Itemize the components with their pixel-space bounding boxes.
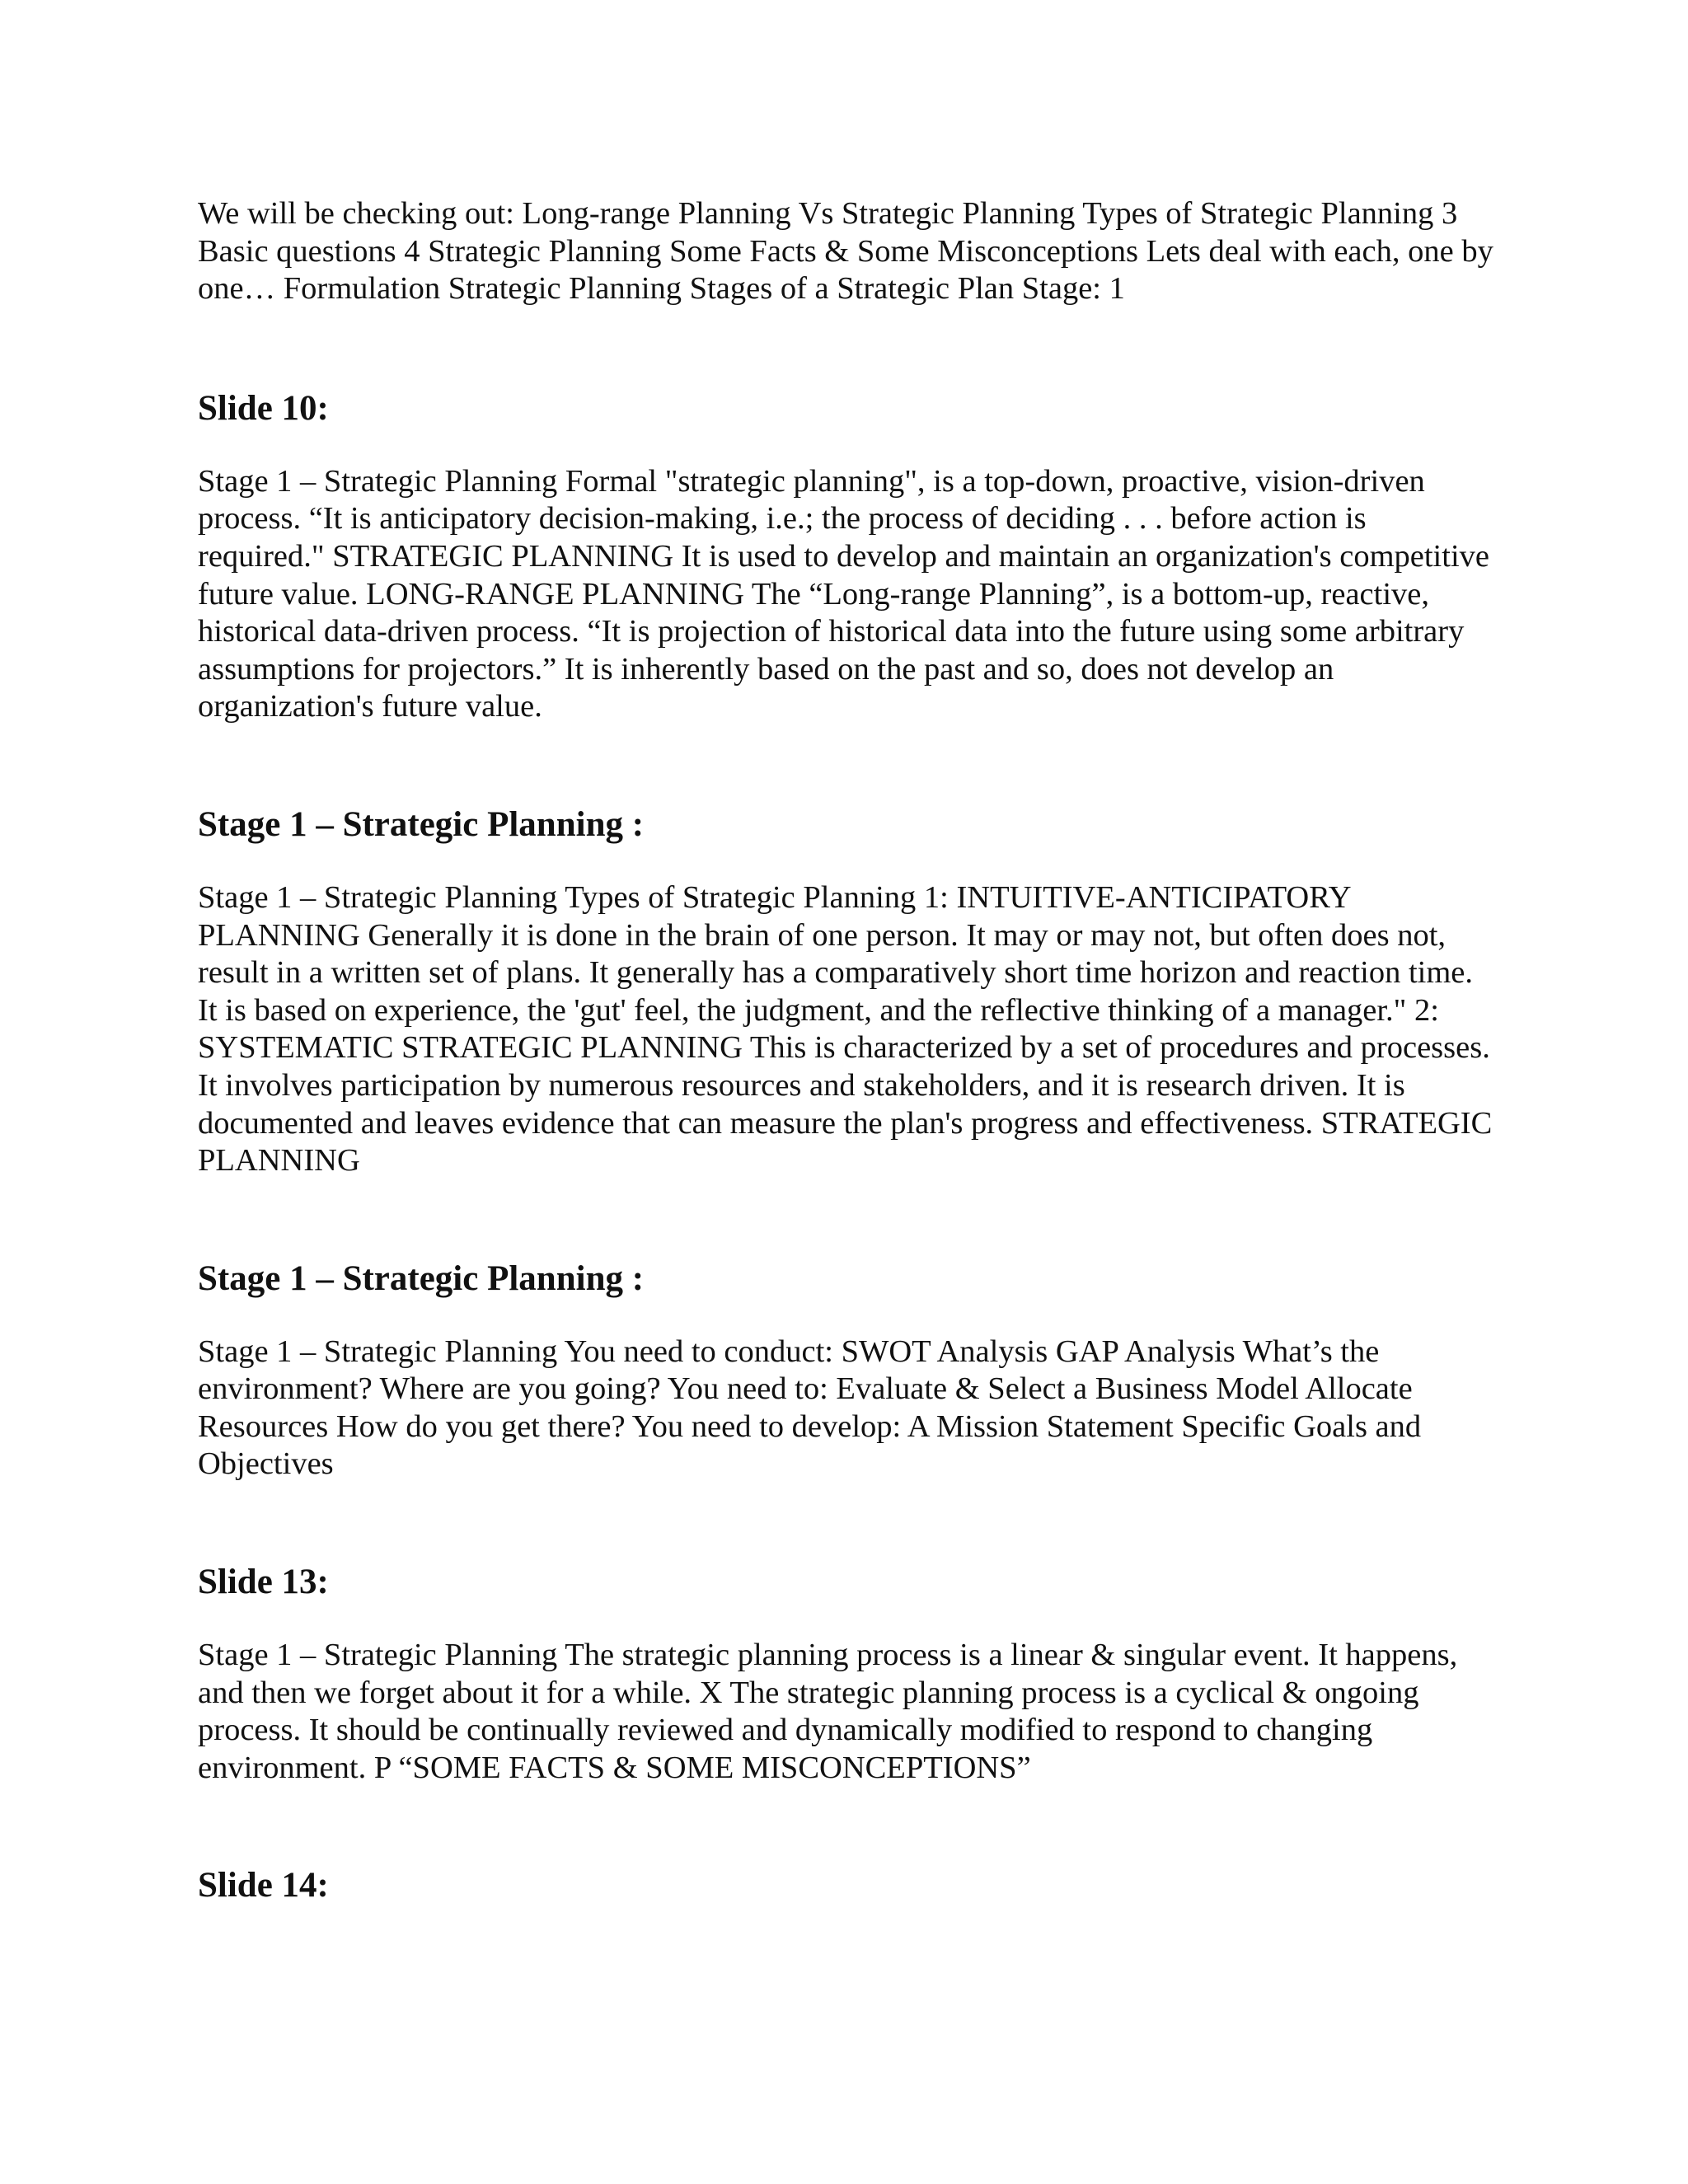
section-heading-stage-1-types: Stage 1 – Strategic Planning : [198,804,645,844]
section-heading-slide-14: Slide 14: [198,1866,329,1905]
document-content [198,195,1500,1907]
section-heading-slide-13: Slide 13: [198,1563,329,1602]
section-heading-stage-1-swot: Stage 1 – Strategic Planning : [198,1258,645,1298]
section-body-stage-1-swot: Stage 1 – Strategic Planning You need to conduct: SWOT Analysis GAP Analysis What’s the environment? Where are you going? You need to: Evaluate & Select a Business Model Allocate Resources How do you get there? You need to develop: A Mission Statement Specific Goals and Objectives [198,1333,1422,1482]
section-body-slide-13: Stage 1 – Strategic Planning The strategic planning process is a linear & singular event. It happens, and then we forget about it for a while. X The strategic planning process is a cyclical & ongoing process. It should be continually reviewed and dynamically modified to respond to changing environment. P “SOME FACTS & SOME MISCONCEPTIONS” [198,1638,1458,1785]
section-body-stage-1-types: Stage 1 – Strategic Planning Types of Strategic Planning 1: INTUITIVE-ANTICIPATORY PLANNING Generally it is done in the brain of one person. It may or may not, but often does not, result in a written set of plans. It generally has a comparatively short time horizon and reaction time. It is based on experience, the 'gut' feel, the judgment, and the reflective thinking of a manager." 2: SYSTEMATIC STRATEGIC PLANNING This is characterized by a set of procedures and processes. It involves participation by numerous resources and stakeholders, and it is research driven. It is documented and leaves evidence that can measure the plan's progress and effectiveness. STRATEGIC PLANNING [198,879,1493,1179]
section-heading-slide-10: Slide 10: [198,388,329,428]
intro-paragraph: We will be checking out: Long-range Planning Vs Strategic Planning Types of Strategic Planning 3 Basic questions 4 Strategic Planning Some Facts & Some Misconceptions Lets deal with each, one by one… Formulation Strategic Planning Stages of a Strategic Plan Stage: 1 [198,196,1493,307]
section-body-slide-10: Stage 1 – Strategic Planning Formal "strategic planning", is a top-down, proactive, vision-driven process. “It is anticipatory decision-making, i.e.; the process of deciding . . . before action is required." STRATEGIC PLANNING It is used to develop and maintain an organization's competitive future value. LONG-RANGE PLANNING The “Long-range Planning”, is a bottom-up, reactive, historical data-driven process. “It is projection of historical data into the future using some arbitrary assumptions for projectors.” It is inherently based on the past and so, does not develop an organization's future value. [198,463,1489,724]
